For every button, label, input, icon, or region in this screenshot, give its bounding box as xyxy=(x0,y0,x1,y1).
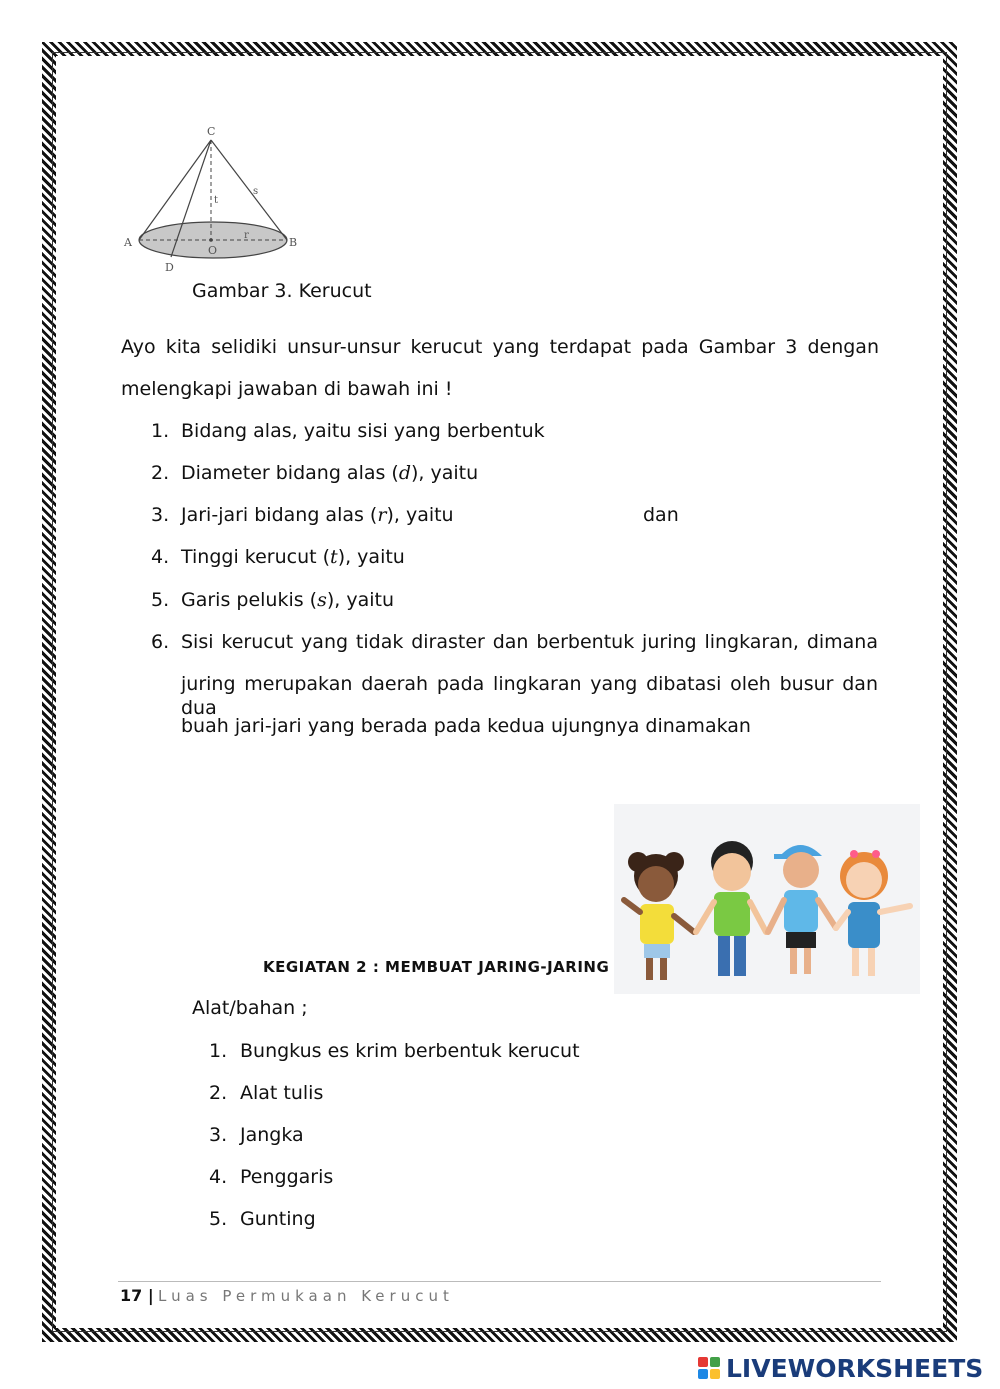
material-number: 2. xyxy=(209,1082,228,1104)
intro-line-1: Ayo kita selidiki unsur-unsur kerucut yang terdapat pada Gambar 3 dengan xyxy=(121,336,879,358)
question-6-line-3: buah jari-jari yang berada pada kedua ujungnya dinamakan xyxy=(181,715,751,737)
label-c: C xyxy=(207,125,216,138)
children-illustration xyxy=(614,804,920,994)
logo-tile xyxy=(698,1369,708,1379)
question-number: 3. xyxy=(151,504,170,526)
label-d: D xyxy=(165,261,174,274)
logo-tile xyxy=(710,1369,720,1379)
label-s: s xyxy=(253,186,259,197)
question-4-text: Tinggi kerucut (t), yaitu xyxy=(181,546,405,568)
material-item: Jangka xyxy=(240,1124,304,1146)
material-number: 5. xyxy=(209,1208,228,1230)
footer-page-number: 17 | xyxy=(120,1286,154,1305)
intro-paragraph xyxy=(121,335,879,419)
label-b: B xyxy=(289,236,298,249)
figure-caption: Gambar 3. Kerucut xyxy=(192,280,372,302)
logo-tile xyxy=(710,1357,720,1367)
materials-label: Alat/bahan ; xyxy=(192,997,308,1019)
intro-line-2: melengkapi jawaban di bawah ini ! xyxy=(121,378,453,400)
cone-figure xyxy=(118,120,318,276)
math-var-t: t xyxy=(330,546,338,568)
material-item: Penggaris xyxy=(240,1166,334,1188)
brand-name: LIVEWORKSHEETS xyxy=(726,1353,984,1383)
label-t: t xyxy=(214,195,219,206)
question-1-text: Bidang alas, yaitu sisi yang berbentuk xyxy=(181,420,545,442)
material-item: Gunting xyxy=(240,1208,316,1230)
question-number: 4. xyxy=(151,546,170,568)
question-3-dan: dan xyxy=(643,504,679,526)
math-var-d: d xyxy=(398,462,412,484)
question-number: 2. xyxy=(151,462,170,484)
question-number: 5. xyxy=(151,589,170,611)
question-6-line-1: Sisi kerucut yang tidak diraster dan berbentuk juring lingkaran, dimana xyxy=(181,631,878,653)
footer-title: Luas Permukaan Kerucut xyxy=(158,1287,454,1305)
label-o: O xyxy=(208,244,218,257)
liveworksheets-logo-icon xyxy=(698,1357,720,1379)
label-r: r xyxy=(244,230,249,241)
question-6-paragraph xyxy=(181,630,878,756)
cone-center-dot xyxy=(209,238,213,242)
material-item: Bungkus es krim berbentuk kerucut xyxy=(240,1040,580,1062)
activity-heading: KEGIATAN 2 : MEMBUAT JARING-JARING xyxy=(263,958,610,976)
material-number: 4. xyxy=(209,1166,228,1188)
label-a: A xyxy=(124,236,132,249)
math-var-r: r xyxy=(377,504,387,526)
question-number: 1. xyxy=(151,420,170,442)
question-3-text: Jari-jari bidang alas (r), yaitu xyxy=(181,504,454,526)
material-number: 3. xyxy=(209,1124,228,1146)
liveworksheets-brand[interactable] xyxy=(698,1352,983,1384)
question-5-text: Garis pelukis (s), yaitu xyxy=(181,589,395,611)
footer-divider xyxy=(118,1281,881,1282)
material-number: 1. xyxy=(209,1040,228,1062)
logo-tile xyxy=(698,1357,708,1367)
question-2-text: Diameter bidang alas (d), yaitu xyxy=(181,462,479,484)
question-number: 6. xyxy=(151,631,170,653)
material-item: Alat tulis xyxy=(240,1082,324,1104)
math-var-s: s xyxy=(317,589,327,611)
question-6-line-2: juring merupakan daerah pada lingkaran yang dibatasi oleh busur dan dua xyxy=(181,673,878,719)
